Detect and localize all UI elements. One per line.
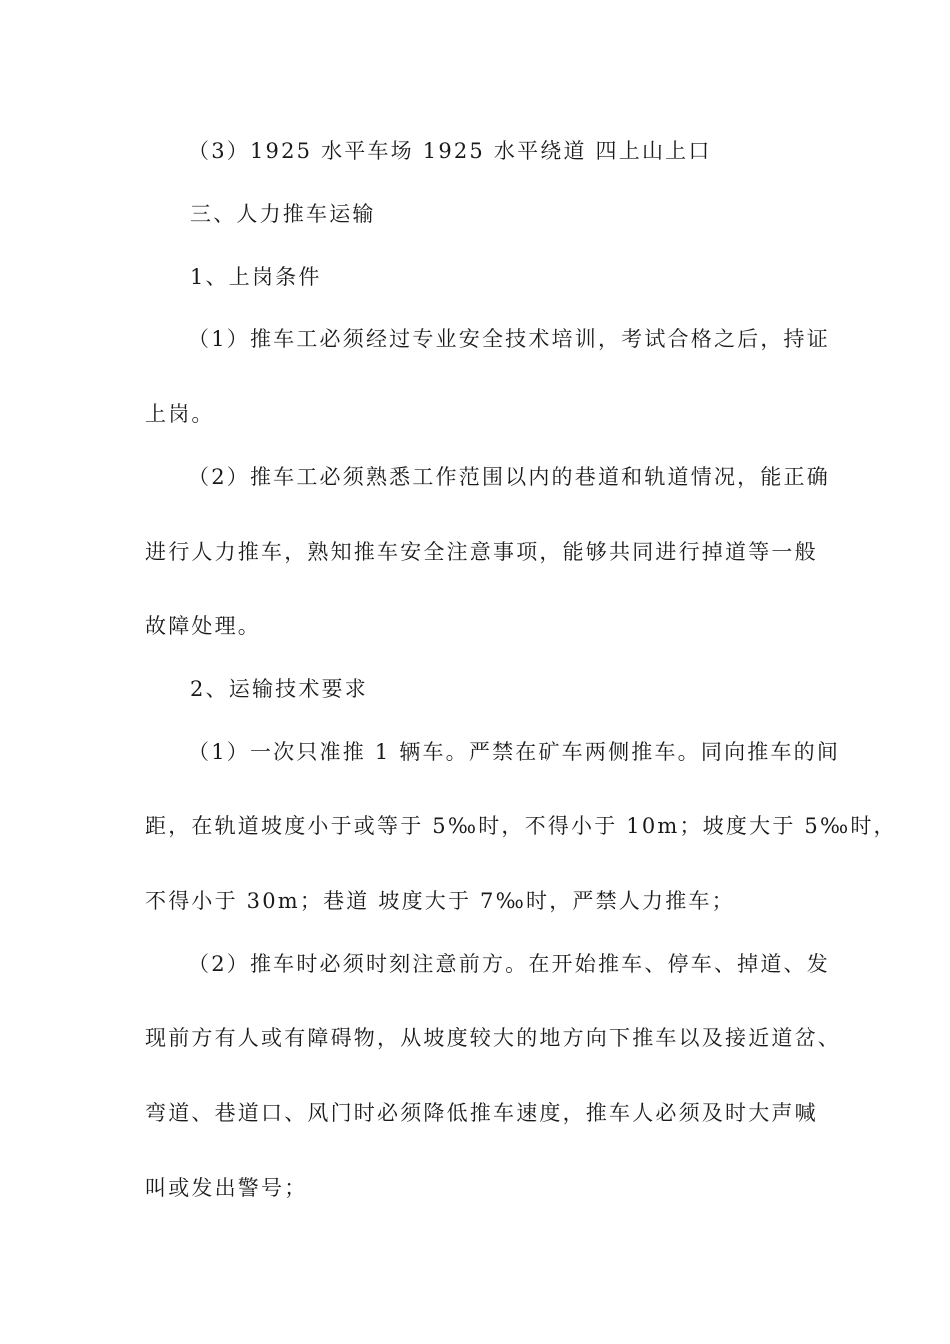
paragraph-line: 进行人力推车，熟知推车安全注意事项，能够共同进行掉道等一般 — [145, 540, 818, 564]
paragraph-line: 上岗。 — [145, 402, 215, 426]
paragraph-line: 弯道、巷道口、风门时必须降低推车速度，推车人必须及时大声喊 — [145, 1101, 818, 1125]
paragraph-line: （1）一次只准推 1 辆车。严禁在矿车两侧推车。同向推车的间 — [188, 740, 841, 764]
subsection-heading: 1、上岗条件 — [190, 265, 322, 289]
paragraph-line: （2）推车时必须时刻注意前方。在开始推车、停车、掉道、发 — [188, 952, 830, 976]
section-heading: 三、人力推车运输 — [190, 202, 376, 226]
paragraph-line: （2）推车工必须熟悉工作范围以内的巷道和轨道情况，能正确 — [188, 465, 830, 489]
paragraph-line: （1）推车工必须经过专业安全技术培训，考试合格之后，持证 — [188, 327, 830, 351]
paragraph-line: （3）1925 水平车场 1925 水平绕道 四上山上口 — [188, 139, 712, 163]
paragraph-line: 现前方有人或有障碍物，从坡度较大的地方向下推车以及接近道岔、 — [145, 1026, 841, 1050]
paragraph-line: 不得小于 30m；巷道 坡度大于 7‰时，严禁人力推车； — [145, 889, 735, 913]
paragraph-line: 故障处理。 — [145, 614, 261, 638]
paragraph-line: 距，在轨道坡度小于或等于 5‰时，不得小于 10m；坡度大于 5‰时， — [145, 814, 897, 838]
subsection-heading: 2、运输技术要求 — [190, 677, 368, 701]
paragraph-line: 叫或发出警号； — [145, 1176, 308, 1200]
